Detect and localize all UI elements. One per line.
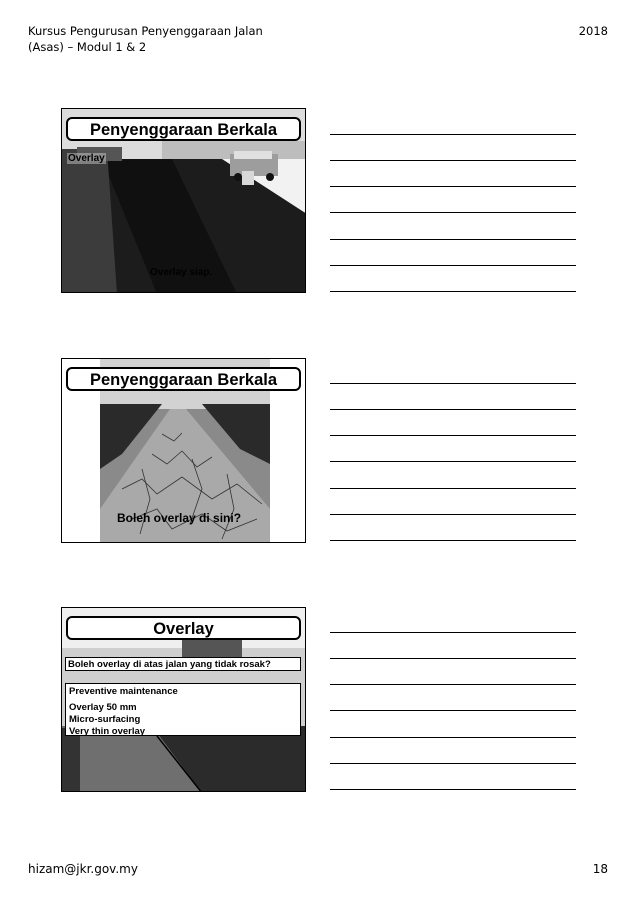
slide-question: Boleh overlay di atas jalan yang tidak rosak?: [65, 657, 301, 671]
maintenance-item: Micro-surfacing: [69, 714, 141, 725]
maintenance-item: Overlay 50 mm: [69, 702, 137, 713]
slide-2: [61, 358, 306, 543]
note-line: [330, 265, 576, 266]
note-line: [330, 291, 576, 292]
photo-caption: Boleh overlay di sini?: [117, 511, 242, 525]
slide-3: [61, 607, 306, 792]
slide-1: [61, 108, 306, 293]
note-line: [330, 160, 576, 161]
note-line: [330, 239, 576, 240]
maintenance-item: Very thin overlay: [69, 726, 146, 737]
maintenance-list: [65, 683, 301, 736]
photo-tag: Overlay: [68, 153, 105, 164]
note-line: [330, 134, 576, 135]
note-line: [330, 383, 576, 384]
note-line: [330, 710, 576, 711]
note-line: [330, 461, 576, 462]
course-title: [28, 23, 288, 55]
note-line: [330, 737, 576, 738]
note-line: [330, 186, 576, 187]
footer-email: hizam@jkr.gov.my: [28, 862, 138, 876]
slide-title: Penyenggaraan Berkala: [66, 117, 301, 141]
course-title-line1: Kursus Pengurusan Penyenggaraan Jalan: [28, 24, 263, 38]
note-line: [330, 540, 576, 541]
note-line: [330, 435, 576, 436]
slide-title: Overlay: [66, 616, 301, 640]
note-line: [330, 409, 576, 410]
slide-title: Penyenggaraan Berkala: [66, 367, 301, 391]
note-line: [330, 488, 576, 489]
header-year: 2018: [578, 24, 608, 38]
maintenance-heading: Preventive maintenance: [69, 686, 178, 697]
note-line: [330, 658, 576, 659]
note-line: [330, 763, 576, 764]
note-line: [330, 212, 576, 213]
note-line: [330, 632, 576, 633]
note-line: [330, 789, 576, 790]
photo-caption: Overlay siap.: [150, 267, 213, 278]
note-line: [330, 514, 576, 515]
course-title-line2: (Asas) – Modul 1 & 2: [28, 40, 147, 54]
note-line: [330, 684, 576, 685]
page-number: 18: [592, 862, 608, 876]
